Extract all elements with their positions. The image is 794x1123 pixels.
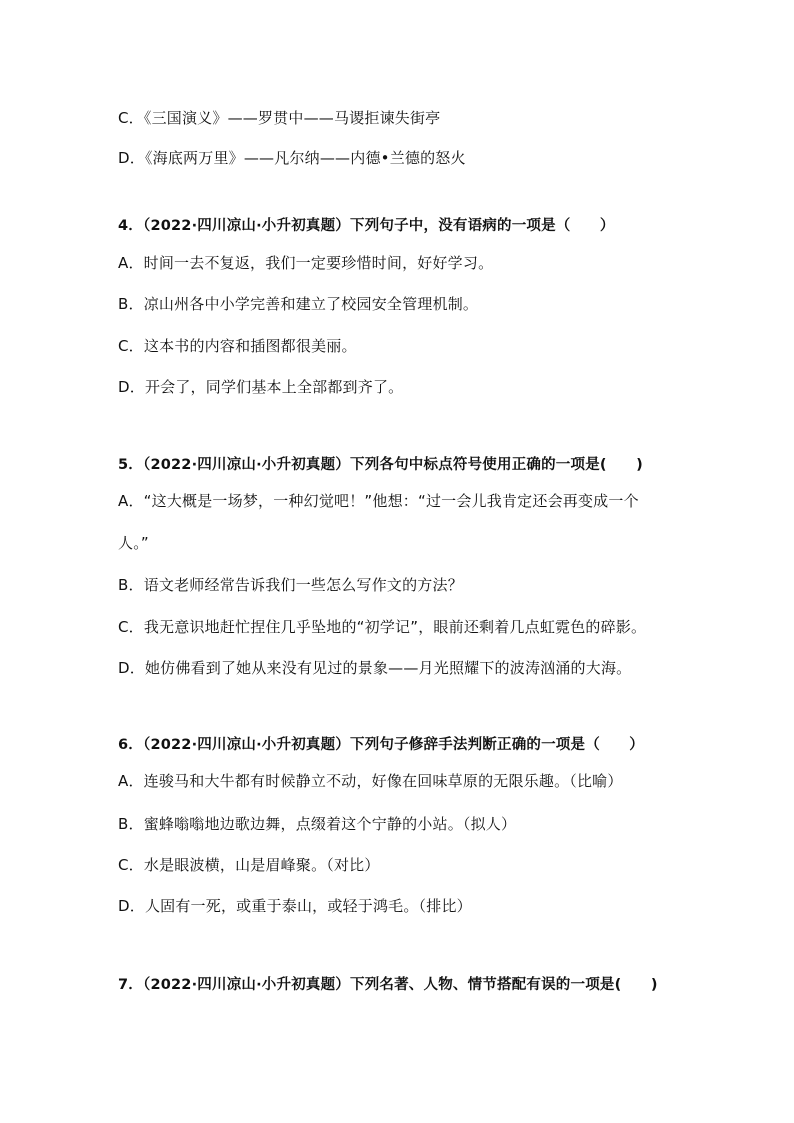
q5-option-c: C．我无意识地赶忙捏住几乎坠地的“初学记”，眼前还剩着几点虹霓色的碎影。 <box>118 618 647 636</box>
q5-option-d: D．她仿佛看到了她从来没有见过的景象——月光照耀下的波涛汹涌的大海。 <box>118 659 632 677</box>
q4-option-b: B．凉山州各中小学完善和建立了校园安全管理机制。 <box>118 295 479 313</box>
q5-option-a-line1: A．“这大概是一场梦，一种幻觉吧！”他想：“过一会儿我肯定还会再变成一个 <box>118 492 639 510</box>
q4-option-a: A．时间一去不复返，我们一定要珍惜时间，好好学习。 <box>118 254 494 272</box>
q4-option-c: C．这本书的内容和插图都很美丽。 <box>118 337 357 355</box>
q4-option-d: D．开会了，同学们基本上全部都到齐了。 <box>118 378 404 396</box>
q3-option-d: D．《海底两万里》——凡尔纳——内德•兰德的怒火 <box>118 149 466 167</box>
q4-heading: 4．（2022·四川凉山·小升初真题）下列句子中，没有语病的一项是（ ） <box>118 218 615 234</box>
q5-option-a-line2: 人。” <box>118 534 149 552</box>
q6-option-a: A．连骏马和大牛都有时候静立不动，好像在回味草原的无限乐趣。（比喻） <box>118 772 623 790</box>
q6-option-d: D．人固有一死，或重于泰山，或轻于鸿毛。（排比） <box>118 897 472 915</box>
q7-heading: 7．（2022·四川凉山·小升初真题）下列名著、人物、情节搭配有误的一项是( ) <box>118 977 658 993</box>
q5-option-b: B．语文老师经常告诉我们一些怎么写作文的方法？ <box>118 576 463 594</box>
q3-option-c: C．《三国演义》——罗贯中——马谡拒谏失街亭 <box>118 109 441 127</box>
q6-heading: 6．（2022·四川凉山·小升初真题）下列句子修辞手法判断正确的一项是（ ） <box>118 737 645 753</box>
q6-option-c: C．水是眼波横，山是眉峰聚。（对比） <box>118 856 380 874</box>
q5-heading: 5．（2022·四川凉山·小升初真题）下列各句中标点符号使用正确的一项是( ) <box>118 457 643 473</box>
q6-option-b: B．蜜蜂嗡嗡地边歌边舞，点缀着这个宁静的小站。（拟人） <box>118 815 517 833</box>
